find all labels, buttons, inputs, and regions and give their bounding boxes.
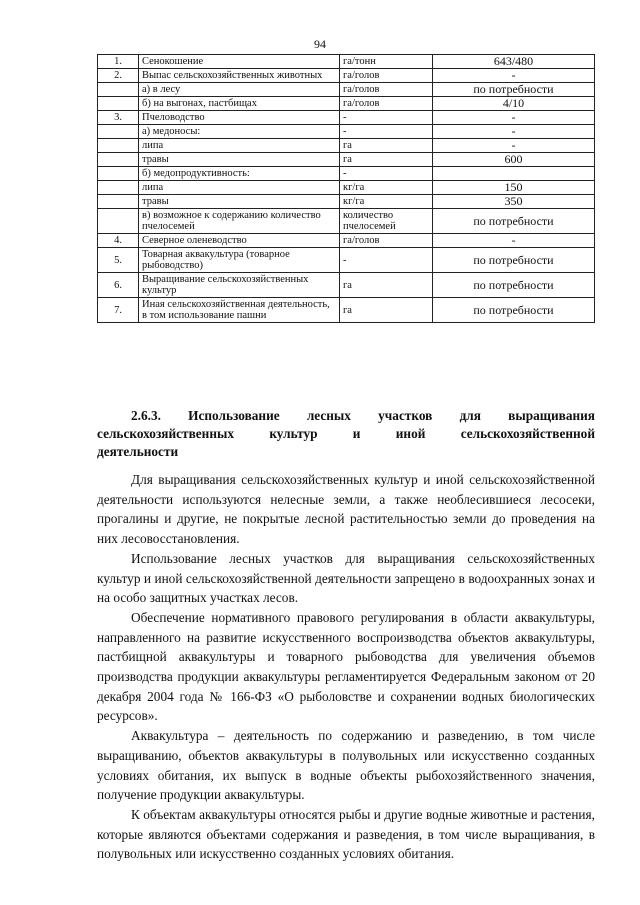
row-name-cell: б) медопродуктивность: <box>139 167 340 181</box>
row-value-cell: 4/10 <box>433 97 595 111</box>
resource-table <box>97 54 595 323</box>
table-row <box>98 181 595 195</box>
row-value-cell: - <box>433 111 595 125</box>
table-row <box>98 153 595 167</box>
table-row <box>98 111 595 125</box>
row-name-cell: Сенокошение <box>139 55 340 69</box>
row-name-cell: травы <box>139 195 340 209</box>
row-unit-cell: - <box>340 125 433 139</box>
row-number-cell <box>98 125 139 139</box>
row-number-cell <box>98 153 139 167</box>
row-name-cell: в) возможное к содержанию количество пчелосемей <box>139 209 340 234</box>
paragraph: Аквакультура – деятельность по содержанию и разведению, в том числе выращиванию, объектов аквакультуры в полувольных или искусственно созданных условиях обитания, их выпуск в водные объекты рыбохозяйственного значения, получение продукции аквакультуры. <box>97 728 595 803</box>
row-unit-cell: га <box>340 298 433 323</box>
section-heading <box>97 407 595 461</box>
row-unit-cell: га/голов <box>340 83 433 97</box>
row-unit-cell: количество пчелосемей <box>340 209 433 234</box>
row-name-cell: Выпас сельскохозяйственных животных <box>139 69 340 83</box>
table-row <box>98 248 595 273</box>
row-name-cell: а) медоносы: <box>139 125 340 139</box>
table-row <box>98 55 595 69</box>
row-value-cell: - <box>433 139 595 153</box>
row-value-cell: по потребности <box>433 83 595 97</box>
row-value-cell: - <box>433 69 595 83</box>
row-value-cell: по потребности <box>433 248 595 273</box>
row-number-cell: 1. <box>98 55 139 69</box>
row-number-cell: 6. <box>98 273 139 298</box>
row-number-cell <box>98 139 139 153</box>
row-name-cell: Северное оленеводство <box>139 234 340 248</box>
table-row <box>98 167 595 181</box>
table-row <box>98 83 595 97</box>
row-number-cell: 2. <box>98 69 139 83</box>
row-value-cell: - <box>433 125 595 139</box>
table-row <box>98 139 595 153</box>
row-number-cell <box>98 209 139 234</box>
row-number-cell <box>98 83 139 97</box>
table-row <box>98 69 595 83</box>
row-unit-cell: - <box>340 248 433 273</box>
row-value-cell: - <box>433 234 595 248</box>
row-value-cell: по потребности <box>433 209 595 234</box>
row-unit-cell: га <box>340 273 433 298</box>
row-unit-cell: кг/га <box>340 181 433 195</box>
paragraph: Использование лесных участков для выращивания сельскохозяйственных культур и иной сельскохозяйственной деятельности запрещено в водоохранных зонах и на особо защитных участках лесов. <box>97 550 595 606</box>
section-heading-line-1: 2.6.3. Использование лесных участков для выращивания <box>131 408 595 423</box>
row-unit-cell: га/голов <box>340 97 433 111</box>
table-row <box>98 234 595 248</box>
row-unit-cell: кг/га <box>340 195 433 209</box>
row-name-cell: б) на выгонах, пастбищах <box>139 97 340 111</box>
row-name-cell: а) в лесу <box>139 83 340 97</box>
row-unit-cell: га/тонн <box>340 55 433 69</box>
table-row <box>98 195 595 209</box>
row-name-cell: Пчеловодство <box>139 111 340 125</box>
row-unit-cell: га/голов <box>340 234 433 248</box>
row-number-cell <box>98 97 139 111</box>
table-row <box>98 97 595 111</box>
row-value-cell: по потребности <box>433 298 595 323</box>
row-value-cell: 350 <box>433 195 595 209</box>
paragraph: Обеспечение нормативного правового регулирования в области аквакультуры, направленного на развитие искусственного воспроизводства объектов аквакультуры, пастбищной аквакультуры и товарного рыбоводства для увеличения объемов производства продукции аквакультуры регламентируется Федеральным законом от 20 декабря 2004 года № 166-ФЗ «О рыболовстве и сохранении водных биологических ресурсов». <box>97 609 595 724</box>
row-unit-cell: - <box>340 167 433 181</box>
table-row <box>98 125 595 139</box>
row-number-cell <box>98 181 139 195</box>
section-heading-line-3: деятельности <box>97 444 179 459</box>
table-row <box>98 209 595 234</box>
table-row <box>98 273 595 298</box>
row-name-cell: Выращивание сельскохозяйственных культур <box>139 273 340 298</box>
paragraph: К объектам аквакультуры относятся рыбы и другие водные животные и растения, которые являются объектами содержания и разведения, в том числе выращивания, в полувольных или искусственно созданных условиях обитания. <box>97 806 595 862</box>
page-number: 94 <box>314 37 326 51</box>
row-name-cell: липа <box>139 181 340 195</box>
row-unit-cell: га <box>340 139 433 153</box>
row-name-cell: травы <box>139 153 340 167</box>
row-number-cell: 4. <box>98 234 139 248</box>
row-value-cell: 150 <box>433 181 595 195</box>
row-number-cell <box>98 195 139 209</box>
row-unit-cell: га/голов <box>340 69 433 83</box>
row-unit-cell: - <box>340 111 433 125</box>
row-value-cell <box>433 167 595 181</box>
row-unit-cell: га <box>340 153 433 167</box>
row-number-cell: 3. <box>98 111 139 125</box>
row-number-cell <box>98 167 139 181</box>
paragraph: Для выращивания сельскохозяйственных культур и иной сельскохозяйственной деятельности используются нелесные земли, а также необлесившиеся лесосеки, прогалины и другие, не покрытые лесной растительностью земли до проведения на них лесовосстановления. <box>97 472 595 547</box>
row-value-cell: по потребности <box>433 273 595 298</box>
resource-table-body <box>98 55 595 323</box>
table-row <box>98 298 595 323</box>
section-heading-line-2: сельскохозяйственных культур и иной сельскохозяйственной <box>97 426 595 441</box>
body-text <box>97 470 595 864</box>
row-value-cell: 643/480 <box>433 55 595 69</box>
row-name-cell: липа <box>139 139 340 153</box>
row-value-cell: 600 <box>433 153 595 167</box>
row-number-cell: 5. <box>98 248 139 273</box>
row-name-cell: Иная сельскохозяйственная деятельность, в том использование пашни <box>139 298 340 323</box>
row-name-cell: Товарная аквакультура (товарное рыбоводство) <box>139 248 340 273</box>
row-number-cell: 7. <box>98 298 139 323</box>
